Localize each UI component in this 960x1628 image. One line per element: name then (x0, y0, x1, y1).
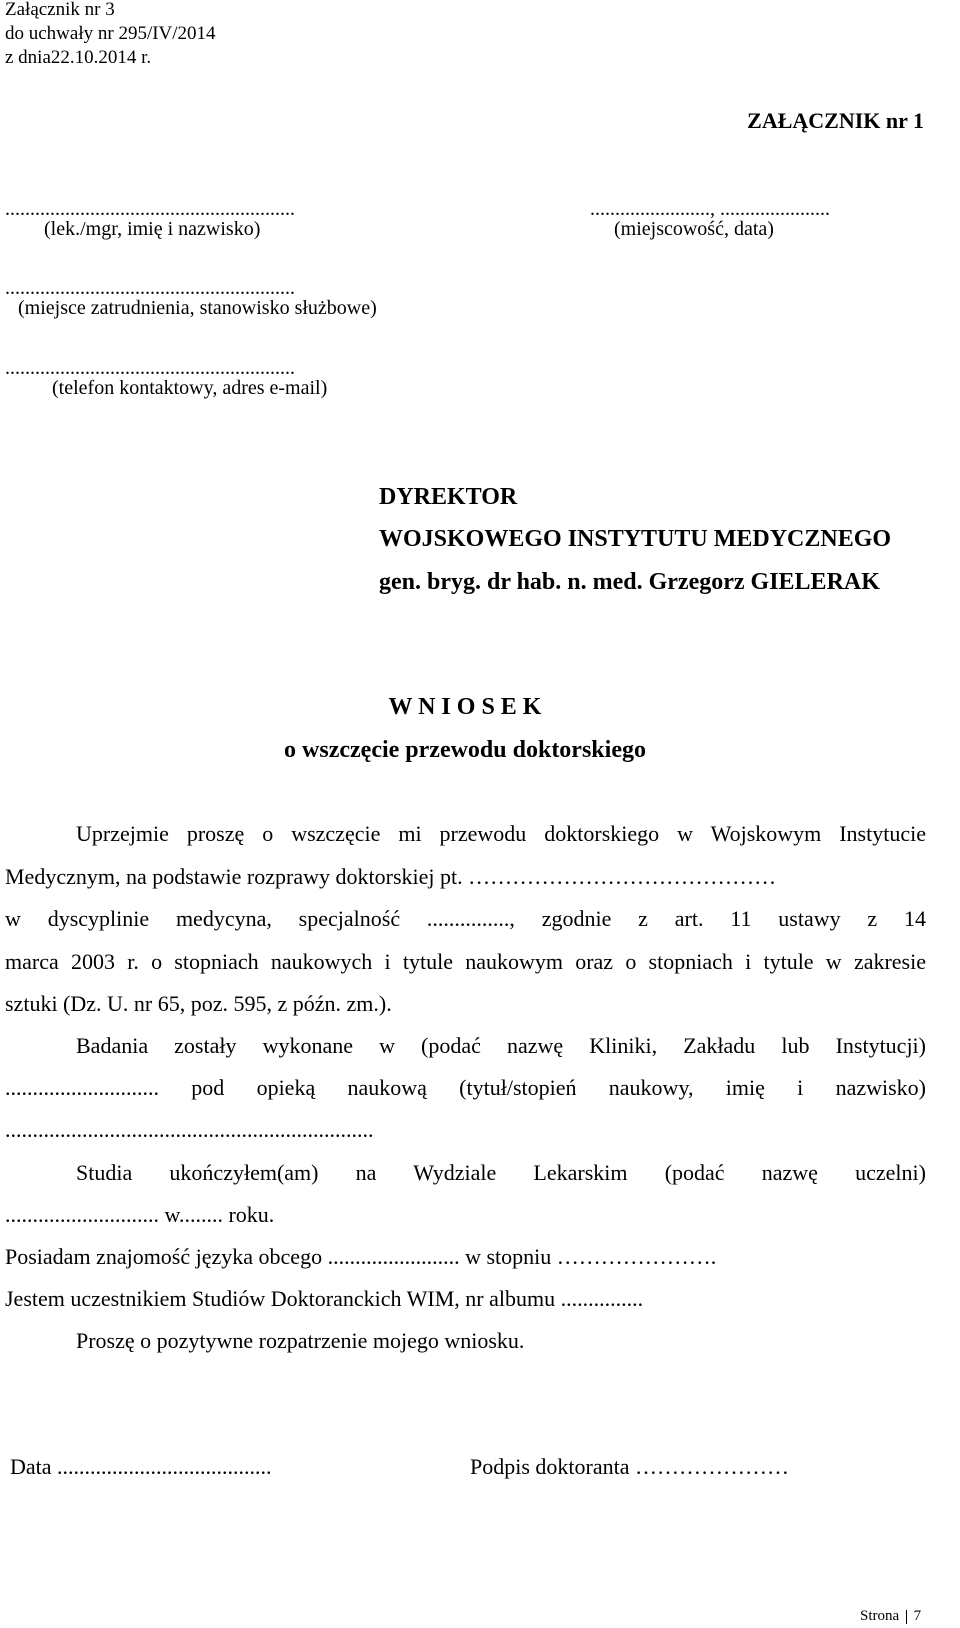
body-p1-line-5: sztuki (Dz. U. nr 65, poz. 595, z późn. zm.). (5, 991, 392, 1016)
attachment-line-1: Załącznik nr 3 (5, 0, 115, 20)
attachment-line-2: do uchwały nr 295/IV/2014 (5, 23, 216, 44)
phone-label: (telefon kontaktowy, adres e-mail) (52, 377, 328, 399)
request-title: W N I O S E K (388, 694, 542, 720)
attachment-line-3: z dnia22.10.2014 r. (5, 47, 152, 68)
name-dots: .......................................................... (5, 198, 295, 220)
phone-dots: .......................................................... (5, 357, 295, 379)
place-date-dots: ........................, ...................... (590, 198, 830, 220)
page-divider (906, 1610, 907, 1624)
date-field: Data ....................................... (10, 1454, 272, 1479)
addressee-line-2: WOJSKOWEGO INSTYTUTU MEDYCZNEGO (379, 526, 892, 552)
body-p5: Jestem uczestnikiem Studiów Doktoranckich WIM, nr albumu ............... (5, 1286, 644, 1311)
page-number: 7 (913, 1608, 922, 1624)
zalacznik-title: ZAŁĄCZNIK nr 1 (747, 108, 924, 133)
page-label: Strona (860, 1608, 900, 1624)
body-p1-line-3: w dyscyplinie medycyna, specjalność ..............., zgodnie z art. 11 ustawy z 14 (5, 906, 926, 931)
place-date-label: (miejscowość, data) (614, 218, 774, 240)
request-subtitle: o wszczęcie przewodu doktorskiego (284, 737, 646, 763)
body-p1-line-1: Uprzejmie proszę o wszczęcie mi przewodu doktorskiego w Wojskowym Instytucie (76, 821, 926, 846)
body-p1-line-2: Medycznym, na podstawie rozprawy doktorskiej pt. …………………………………… (5, 864, 777, 889)
addressee-line-3: gen. bryg. dr hab. n. med. Grzegorz GIELERAK (379, 569, 880, 595)
body-p4: Posiadam znajomość języka obcego ........................ w stopniu …………………. (5, 1244, 717, 1269)
workplace-label: (miejsce zatrudnienia, stanowisko służbowe) (18, 297, 377, 319)
workplace-dots: .......................................................... (5, 277, 295, 299)
body-p3-line-1: Studia ukończyłem(am) na Wydziale Lekarskim (podać nazwę uczelni) (76, 1160, 926, 1185)
page-footer (860, 1607, 921, 1625)
body-p2-line-2: ............................ pod opieką naukową (tytuł/stopień naukowy, imię i nazwisko) (5, 1075, 926, 1100)
body-p6: Proszę o pozytywne rozpatrzenie mojego wniosku. (76, 1328, 525, 1353)
addressee-line-1: DYREKTOR (379, 484, 518, 510)
name-label: (lek./mgr, imię i nazwisko) (44, 218, 261, 240)
body-p3-line-2: ............................ w........ roku. (5, 1202, 275, 1227)
body-p1-line-4: marca 2003 r. o stopniach naukowych i tytule naukowym oraz o stopniach i tytule w zakresie (5, 949, 926, 974)
signature-field: Podpis doktoranta ………………… (470, 1454, 789, 1479)
body-p2-line-1: Badania zostały wykonane w (podać nazwę Kliniki, Zakładu lub Instytucji) (76, 1033, 926, 1058)
body-p2-line-3: ................................................................... (5, 1117, 374, 1142)
